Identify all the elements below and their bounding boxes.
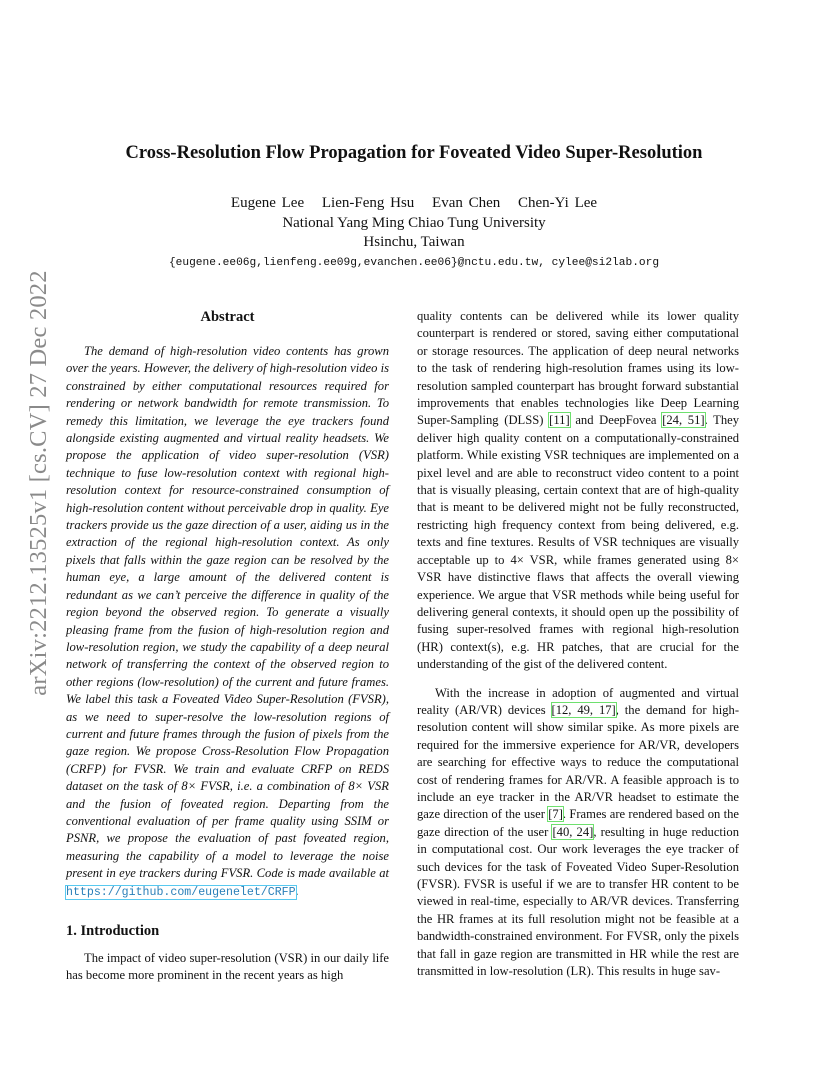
- citation-link[interactable]: [12, 49, 17]: [551, 702, 616, 717]
- abstract-text: [66, 343, 389, 901]
- paper-title: Cross-Resolution Flow Propagation for Foveated Video Super-Resolution: [125, 143, 703, 163]
- abstract-heading: Abstract: [200, 309, 255, 325]
- code-link[interactable]: https://github.com/eugenelet/CRFP: [66, 885, 296, 899]
- text-run: With the increase in adoption of augmented and virtual reality (AR/VR) devices: [417, 685, 739, 717]
- affiliation-location: Hsinchu, Taiwan: [363, 234, 465, 250]
- affiliation: National Yang Ming Chiao Tung University: [282, 215, 546, 231]
- author-emails: {eugene.ee06g,lienfeng.ee09g,evanchen.ee06}@nctu.edu.tw, cylee@si2lab.org: [168, 257, 660, 269]
- author-name: Eugene Lee: [230, 195, 305, 211]
- citation-link[interactable]: [11]: [549, 413, 570, 428]
- author-name: Chen-Yi Lee: [518, 195, 598, 211]
- text-run: quality contents can be delivered while its lower quality counterpart is rendered or stored, saving either computational or storage resources. The application of deep neural networks to the task of rendering high-resolution frames using its low-resolution sampled counterpart has brought forward substantial improvements that enables technologies like Deep Learning Super-Sampling (DLSS): [417, 309, 739, 428]
- right-column: [417, 308, 739, 980]
- text-run: . They deliver high quality content on a computationally-constrained platform. While existing VSR techniques are implemented on a pixel level and are able to reconstruct video content to a point that is visually pleasing, certain context that are of high-quality that is meant to be delivered might not be fully reconstructed, restricting high frequency context from being delivered, e.g. texts and fine textures. Results of VSR techniques are visually acceptable up to 4× VSR, while frames generated using 8× VSR have distinctive flaws that affects the overall viewing experience. We argue that VSR methods while being useful for delivering general contexts, it should open up the possibility of fusing super-resolved frames with regional high-resolution (HR) context(s), e.g. HR patches, that are crucial for the understanding of the gist of the delivered content.: [417, 413, 740, 672]
- citation-link[interactable]: [24, 51]: [662, 413, 705, 428]
- left-column: [66, 308, 389, 985]
- text-run: . Frames are rendered based on the gaze direction of the user: [417, 807, 740, 839]
- abstract-body: The demand of high-resolution video contents has grown over the years. However, the delivery of high-resolution video is constrained by either computational resources required for rendering or network bandwidth for remote transmission. To remedy this limitation, we leverage the eye trackers found alongside existing augmented and virtual reality headsets. We propose the application of video super-resolution (VSR) technique to fuse low-resolution context with regional high-resolution context for resource-constrained consumption of high-resolution content without perceivable drop in quality. Eye trackers provide us the gaze direction of a user, aiding us in the extraction of the regional high-resolution context. As only pixels that falls within the gaze region can be resolved by the human eye, a large amount of the delivered content is redundant as we can’t perceive the difference in quality of the region beyond the observed region. To generate a visually pleasing frame from the fusion of high-resolution region and low-resolution region, we study the capability of a deep neural network of transferring the context of the observed region to other regions (low-resolution) of the current and future frames. We label this task a Foveated Video Super-Resolution (FVSR), as we need to super-resolve the low-resolution regions of current and future frames through the fusion of pixels from the gaze region. We propose Cross-Resolution Flow Propagation (CRFP) for FVSR. We train and evaluate CRFP on REDS dataset on the task of 8× FVSR, i.e. a combination of 8× VSR and the fusion of foveated region. Departing from the conventional evaluation of per frame quality using SSIM or PSNR, we propose the evaluation of past foveated region, measuring the capability of a model to leverage the noise present in eye trackers during FVSR. Code is made available at: [66, 344, 389, 881]
- text-run: , the demand for high-resolution content will show similar spike. As more pixels are required for the immersive experience for AR/VR, developers are searching for effective ways to reduce the computational cost of rendering frames for AR/VR. A feasible approach is to include an eye tracker in the AR/VR headset to estimate the gaze direction of the user: [417, 702, 740, 822]
- arxiv-side-stamp: [12, 248, 66, 718]
- citation-link[interactable]: [7]: [548, 807, 563, 822]
- text-run: and DeepFovea: [575, 413, 657, 428]
- author-list: [60, 194, 768, 213]
- author-name: Evan Chen: [432, 195, 501, 211]
- section-heading-introduction: 1. Introduction: [66, 923, 160, 939]
- text-run: , resulting in huge reduction in computational cost. Our work leverages the eye tracker of such devices for the task of Foveated Video Super-Resolution (FVSR). FVSR is useful if we are to transfer HR content to be viewed in real-time, especially to AR/VR devices. Transferring the HR frames at its full resolution might not be feasible at a bandwidth-constrained environment. For FVSR, only the pixels that fall in gaze region are transmitted in HR while the rest are transmitted in low-resolution (LR). This results in huge sav-: [417, 824, 740, 979]
- body-paragraph: [417, 685, 739, 981]
- citation-link[interactable]: [40, 24]: [552, 824, 594, 839]
- arxiv-identifier: arXiv:2212.13525v1 [cs.CV] 27 Dec 2022: [25, 270, 52, 696]
- introduction-paragraph: The impact of video super-resolution (VSR) in our daily life has become more prominent in the recent years as high: [66, 951, 389, 983]
- abstract-end: .: [295, 883, 299, 898]
- body-paragraph: [417, 308, 739, 674]
- author-name: Lien-Feng Hsu: [321, 195, 415, 211]
